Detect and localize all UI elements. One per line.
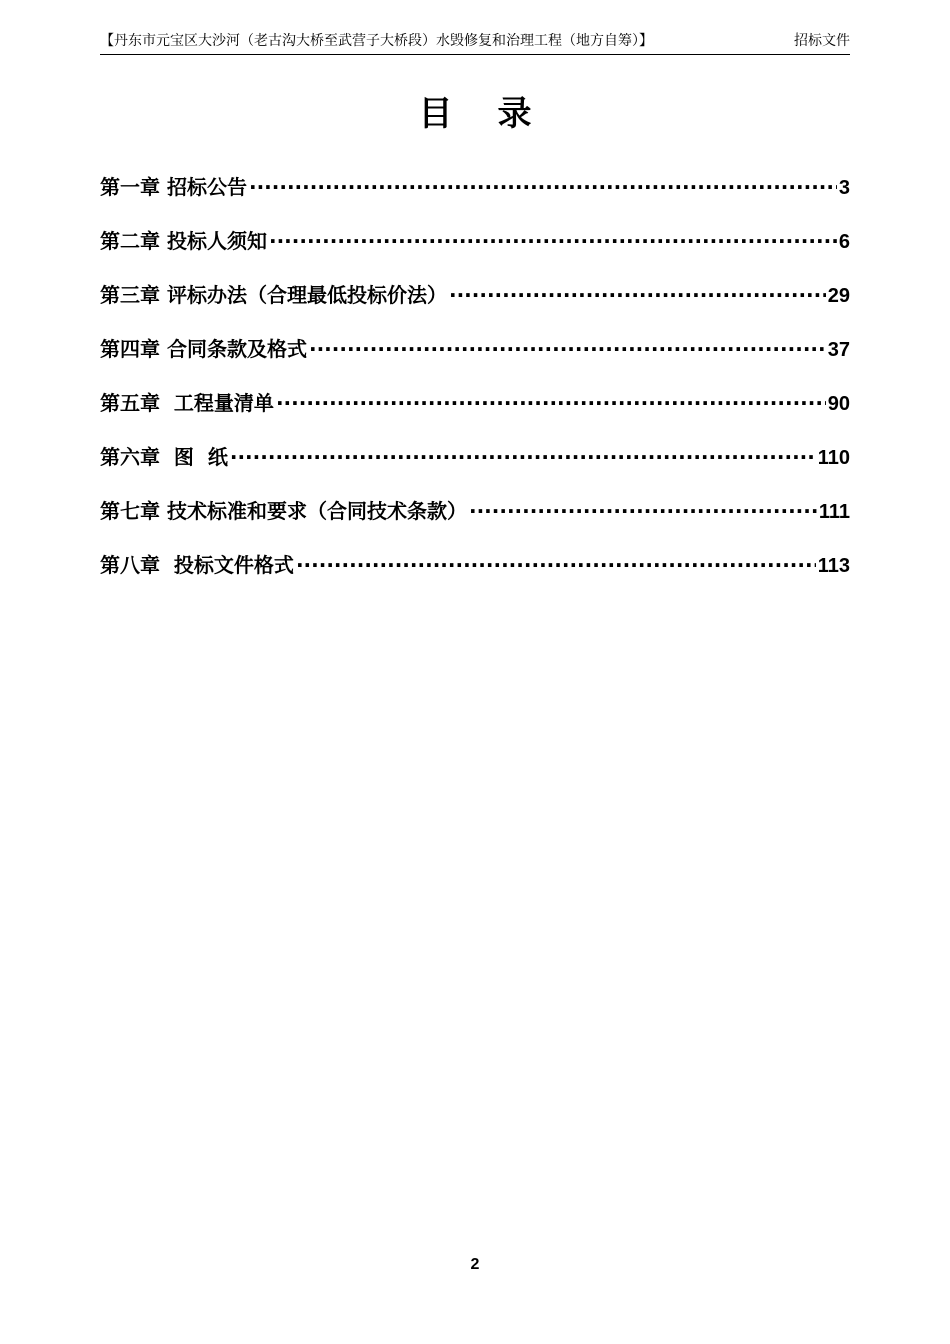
toc-chapter-title: 合同条款及格式 <box>166 337 307 361</box>
toc-entry[interactable] <box>100 334 850 388</box>
toc-entry[interactable] <box>100 442 850 496</box>
toc-entry-label <box>100 280 447 310</box>
toc-chapter-title: 投标文件格式 <box>166 553 294 577</box>
toc-chapter: 第六章 <box>100 445 160 469</box>
toc-chapter: 第四章 <box>100 337 160 361</box>
toc-entry-label <box>100 226 267 256</box>
toc-chapter: 第五章 <box>100 391 160 415</box>
toc-chapter-title: 工程量清单 <box>166 391 274 415</box>
toc-page-number: 113 <box>817 555 850 577</box>
page-header <box>100 30 850 55</box>
toc-entry-label <box>100 388 274 418</box>
toc-page-number: 90 <box>827 393 850 415</box>
toc-entry[interactable] <box>100 388 850 442</box>
dot-leader <box>449 280 826 310</box>
toc-page-number: 110 <box>817 447 850 469</box>
dot-leader <box>230 442 816 472</box>
toc-chapter: 第一章 <box>100 175 160 199</box>
toc-page-number: 6 <box>838 231 850 253</box>
toc-entry[interactable] <box>100 496 850 550</box>
toc-entry-label <box>100 442 228 472</box>
page-number: 2 <box>470 1256 480 1273</box>
table-of-contents <box>100 172 850 604</box>
toc-entry-label <box>100 172 247 202</box>
toc-entry[interactable] <box>100 550 850 604</box>
toc-chapter-title: 招标公告 <box>166 175 247 199</box>
toc-chapter-title: 评标办法（合理最低投标价法） <box>166 283 447 307</box>
document-type: 招标文件 <box>794 33 850 49</box>
toc-page-number: 29 <box>827 285 850 307</box>
toc-page-number: 3 <box>838 177 850 199</box>
toc-chapter: 第七章 <box>100 499 160 523</box>
toc-title: 目录 <box>418 94 577 134</box>
dot-leader <box>296 550 816 580</box>
project-title: 【丹东市元宝区大沙河（老古沟大桥至武营子大桥段）水毁修复和治理工程（地方自筹）】 <box>100 33 653 49</box>
dot-leader <box>269 226 837 256</box>
toc-chapter: 第八章 <box>100 553 160 577</box>
dot-leader <box>276 388 826 418</box>
toc-page-number: 37 <box>827 339 850 361</box>
toc-chapter-title: 投标人须知 <box>166 229 267 253</box>
toc-entry-label <box>100 550 294 580</box>
toc-entry[interactable] <box>100 280 850 334</box>
dot-leader <box>309 334 826 364</box>
toc-entry-label <box>100 334 307 364</box>
toc-chapter-title: 图 纸 <box>166 445 228 469</box>
toc-chapter: 第二章 <box>100 229 160 253</box>
toc-chapter: 第三章 <box>100 283 160 307</box>
toc-chapter-title: 技术标准和要求（合同技术条款） <box>166 499 467 523</box>
toc-entry[interactable] <box>100 226 850 280</box>
toc-entry[interactable] <box>100 172 850 226</box>
toc-page-number: 111 <box>818 501 850 523</box>
dot-leader <box>469 496 817 526</box>
toc-entry-label <box>100 496 467 526</box>
dot-leader <box>249 172 837 202</box>
